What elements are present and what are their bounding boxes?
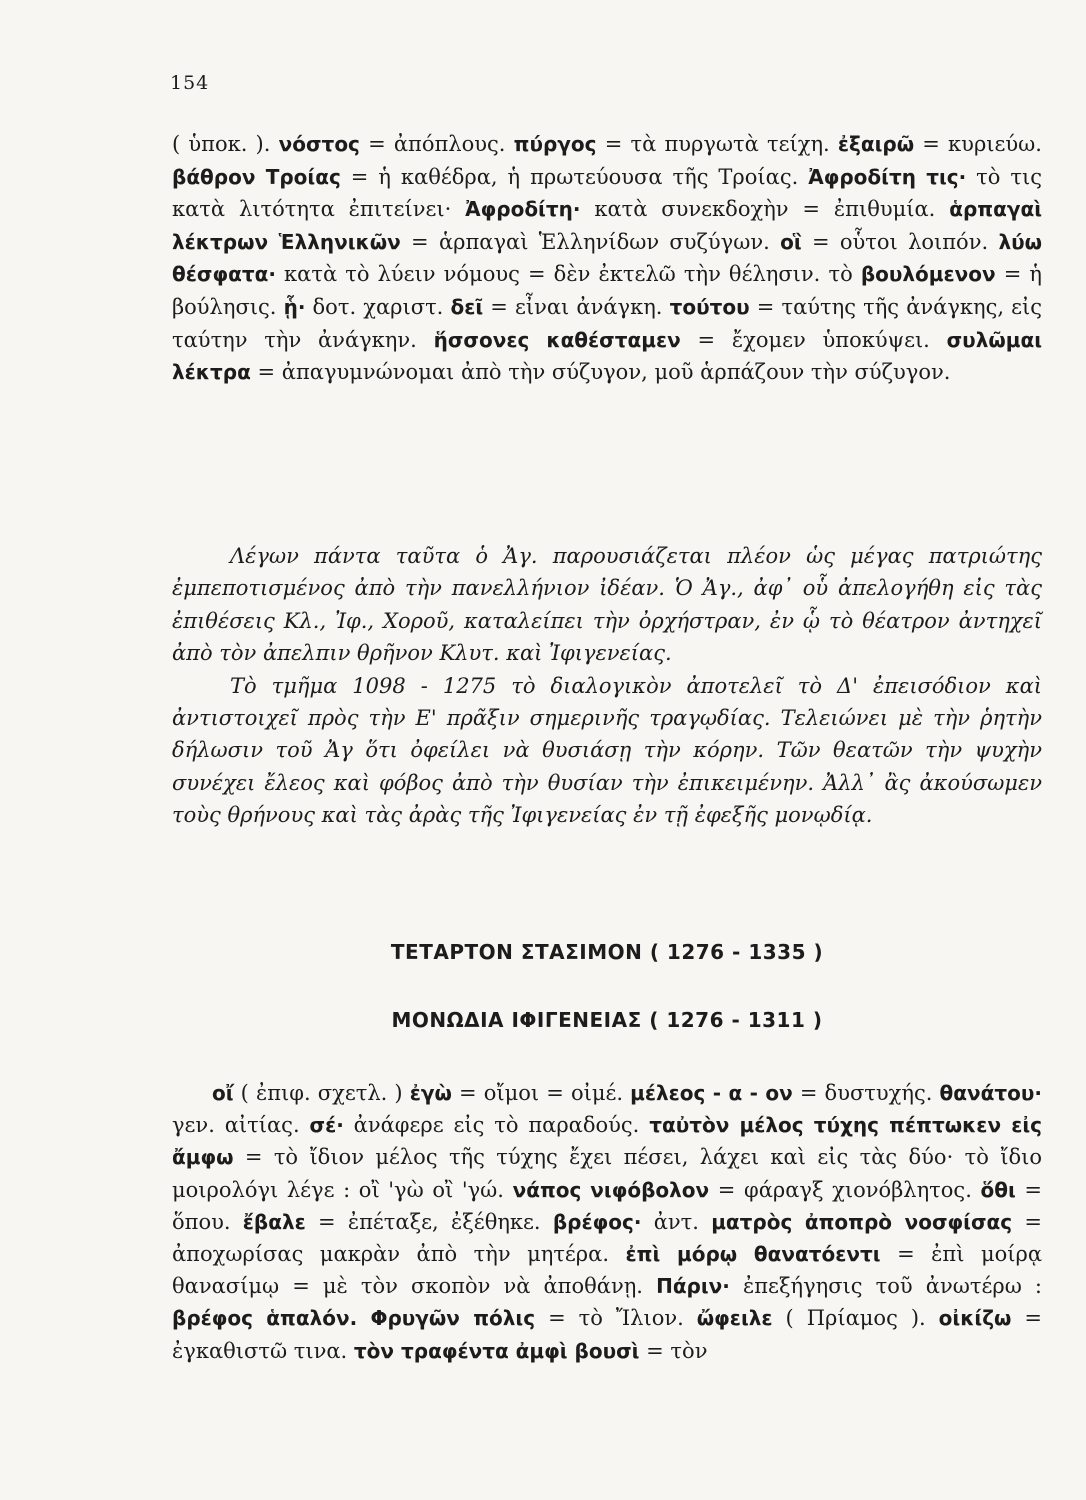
section-heading-stasimon: ΤΕΤΑΡΤΟΝ ΣΤΑΣΙΜΟΝ ( 1276 - 1335 ) <box>390 940 824 964</box>
gloss-text: = εἶναι ἀνάγκη. <box>483 294 670 319</box>
gloss-text: = ἐπὶ μοίρᾳ θανασίμῳ = μὲ τὸν σκοπὸν νὰ ἀποθάνῃ. <box>172 1242 1042 1299</box>
gloss-text: ( ἐπιφ. σχετλ. ) <box>233 1081 410 1105</box>
lemma-term: βρέφος ἁπαλόν. Φρυγῶν πόλις <box>172 1306 536 1331</box>
lemma-term: οἳ <box>780 229 802 254</box>
lemma-term: οἰκίζω <box>938 1306 1012 1331</box>
gloss-text: = κυριεύω. <box>914 132 1042 156</box>
gloss-text: ( ὑποκ. ). <box>172 132 279 156</box>
commentary-paragraph: Λέγων πάντα ταῦτα ὁ Ἀγ. παρουσιάζεται πλέον ὡς μέγας πατριώτης ἐμπεποτισμένος ἀπὸ τὴν πανελλήνιον ἰδέαν. Ὁ Ἀγ., ἀφ᾽ οὗ ἀπελογήθη εἰς τὰς ἐπιθέσεις Κλ., Ἰφ., Χοροῦ, καταλείπει τὴν ὀρχήστραν, ἐν ᾧ τὸ θέατρον ἀντηχεῖ ἀπὸ τὸν ἀπελπιν θρῆνον Κλυτ. καὶ Ἰφιγενείας. <box>172 544 1042 666</box>
gloss-text: = φάραγξ χιονόβλητος. <box>709 1177 981 1202</box>
gloss-text: δοτ. χαριστ. <box>305 294 451 319</box>
lemma-term: ᾗ· <box>283 294 306 319</box>
gloss-text: ἀντ. <box>641 1209 712 1234</box>
commentary-paragraph: Τὸ τμῆμα 1098 - 1275 τὸ διαλογικὸν ἀποτελεῖ τὸ Δ' ἐπεισόδιον καὶ ἀντιστοιχεῖ πρὸς τὴν Ε' πρᾶξιν σημερινῆς τραγῳδίας. Τελειώνει μὲ τὴν ῥητὴν δήλωσιν τοῦ Ἀγ ὅτι ὀφείλει νὰ θυσιάσῃ τὴν κόρην. Τῶν θεατῶν τὴν ψυχὴν συνέχει ἔλεος καὶ φόβος ἀπὸ τὴν θυσίαν τὴν ἐπικειμένην. Ἀλλ᾽ ἂς ἀκούσωμεν τοὺς θρήνους καὶ τὰς ἀρὰς τῆς Ἰφιγενείας ἐν τῇ ἐφεξῆς μονῳδίᾳ. <box>172 673 1042 828</box>
gloss-text: = ἀποχωρίσας μακρὰν ἀπὸ τὴν μητέρα. <box>172 1209 1042 1267</box>
gloss-text: = ὅπου. <box>172 1177 1042 1234</box>
lemma-term: συλῶμαι λέκτρα <box>172 327 1042 385</box>
gloss-text: = ἐπέταξε, ἐξέθηκε. <box>305 1209 553 1234</box>
lemma-term: βρέφος· <box>552 1209 642 1234</box>
gloss-text: ἐπεξήγησις τοῦ ἀνωτέρω : <box>729 1274 1042 1299</box>
lemma-term: θανάτου· <box>939 1081 1042 1105</box>
page-number: 154 <box>170 72 210 94</box>
gloss-section-2 <box>172 1077 1042 1367</box>
lemma-term: ἔβαλε <box>242 1209 306 1234</box>
lemma-term: ἁρπαγαὶ λέκτρων Ἑλληνικῶν <box>172 197 1042 254</box>
gloss-text: = τὰ πυργωτὰ τείχη. <box>596 132 838 156</box>
gloss-text: = δυστυχής. <box>792 1081 940 1105</box>
gloss-text: = ἁρπαγαὶ Ἑλληνίδων συζύγων. <box>400 229 781 254</box>
gloss-text: = τὸ Ἴλιον. <box>535 1306 697 1331</box>
gloss-paragraph-1 <box>172 128 1042 389</box>
lemma-term: σέ· <box>309 1113 344 1138</box>
lemma-term: νάπος νιφόβολον <box>512 1177 710 1202</box>
lemma-term: μέλεος - α - ον <box>630 1081 793 1105</box>
lemma-term: τὸν τραφέντα ἀμφὶ βουσὶ <box>353 1338 640 1363</box>
gloss-text: = ταύτης τῆς ἀνάγκης, εἰς ταύτην τὴν ἀνάγκην. <box>172 294 1043 352</box>
lemma-term: ἐπὶ μόρῳ θανατόεντι <box>625 1242 881 1267</box>
lemma-term: Πάριν· <box>656 1274 730 1299</box>
lemma-term: ἐξαιρῶ <box>837 132 915 156</box>
gloss-text: = τὸν <box>639 1338 708 1363</box>
gloss-text: κατὰ συνεκδοχὴν = ἐπιθυμία. <box>580 197 950 222</box>
gloss-text: τὸ τις κατὰ λιτότητα ἐπιτείνει· <box>172 164 1043 222</box>
gloss-text: = ἔχομεν ὑποκύψει. <box>680 327 947 352</box>
lemma-term: ἥσσονες καθέσταμεν <box>433 327 681 352</box>
lemma-term: ματρὸς ἀποπρὸ νοσφίσας <box>711 1209 1013 1234</box>
lemma-term: ταὐτὸν μέλος τύχης πέπτωκεν εἰς ἄμφω <box>172 1113 1042 1170</box>
lemma-term: Ἀφροδίτη· <box>465 197 581 222</box>
lemma-term: πύργος <box>513 132 597 156</box>
lemma-term: τούτου <box>669 294 750 319</box>
section-heading-monodia: ΜΟΝΩΔΙΑ ΙΦΙΓΕΝΕΙΑΣ ( 1276 - 1311 ) <box>391 1008 823 1032</box>
gloss-paragraph-2 <box>172 1077 1042 1367</box>
gloss-text: = ἡ καθέδρα, ἡ πρωτεύουσα τῆς Τροίας. <box>340 164 809 189</box>
gloss-text: = ἀπόπλους. <box>359 132 514 156</box>
commentary-section <box>172 540 1042 832</box>
lemma-term: οἴ <box>212 1081 234 1105</box>
gloss-text: ( Πρίαμος ). <box>772 1306 939 1331</box>
lemma-term: λύω θέσφατα· <box>172 229 1042 287</box>
lemma-term: Ἀφροδίτη τις· <box>808 164 967 189</box>
gloss-text: = ἐγκαθιστῶ τινα. <box>172 1306 1042 1363</box>
gloss-text: = οἴμοι = οἰμέ. <box>451 1081 631 1105</box>
lemma-term: δεῖ <box>450 294 484 319</box>
gloss-text: = τὸ ἴδιον μέλος τῆς τύχης ἔχει πέσει, λάχει καὶ εἰς τὰς δύο· τὸ ἴδιο μοιρολόγι λέγε : οἲ 'γὼ οἲ 'γώ. <box>172 1145 1042 1202</box>
lemma-term: ὤφειλε <box>696 1306 773 1331</box>
lemma-term: νόστος <box>278 132 360 156</box>
gloss-text: γεν. αἰτίας. <box>172 1113 310 1138</box>
gloss-text: κατὰ τὸ λύειν νόμους = δὲν ἐκτελῶ τὴν θέλησιν. τὸ <box>275 262 861 287</box>
lemma-term: βάθρον Τροίας <box>172 164 341 189</box>
gloss-text: ἀνάφερε εἰς τὸ παραδούς. <box>343 1113 650 1138</box>
lemma-term: βουλόμενον <box>860 262 996 287</box>
gloss-text: = οὗτοι λοιπόν. <box>801 229 999 254</box>
gloss-text: = ἡ βούλησις. <box>172 262 1042 319</box>
gloss-text: = ἀπαγυμνώνομαι ἀπὸ τὴν σύζυγον, μοῦ ἁρπάζουν τὴν σύζυγον. <box>250 360 951 385</box>
lemma-term: ἐγὼ <box>409 1081 452 1105</box>
lemma-term: ὅθι <box>980 1177 1016 1202</box>
